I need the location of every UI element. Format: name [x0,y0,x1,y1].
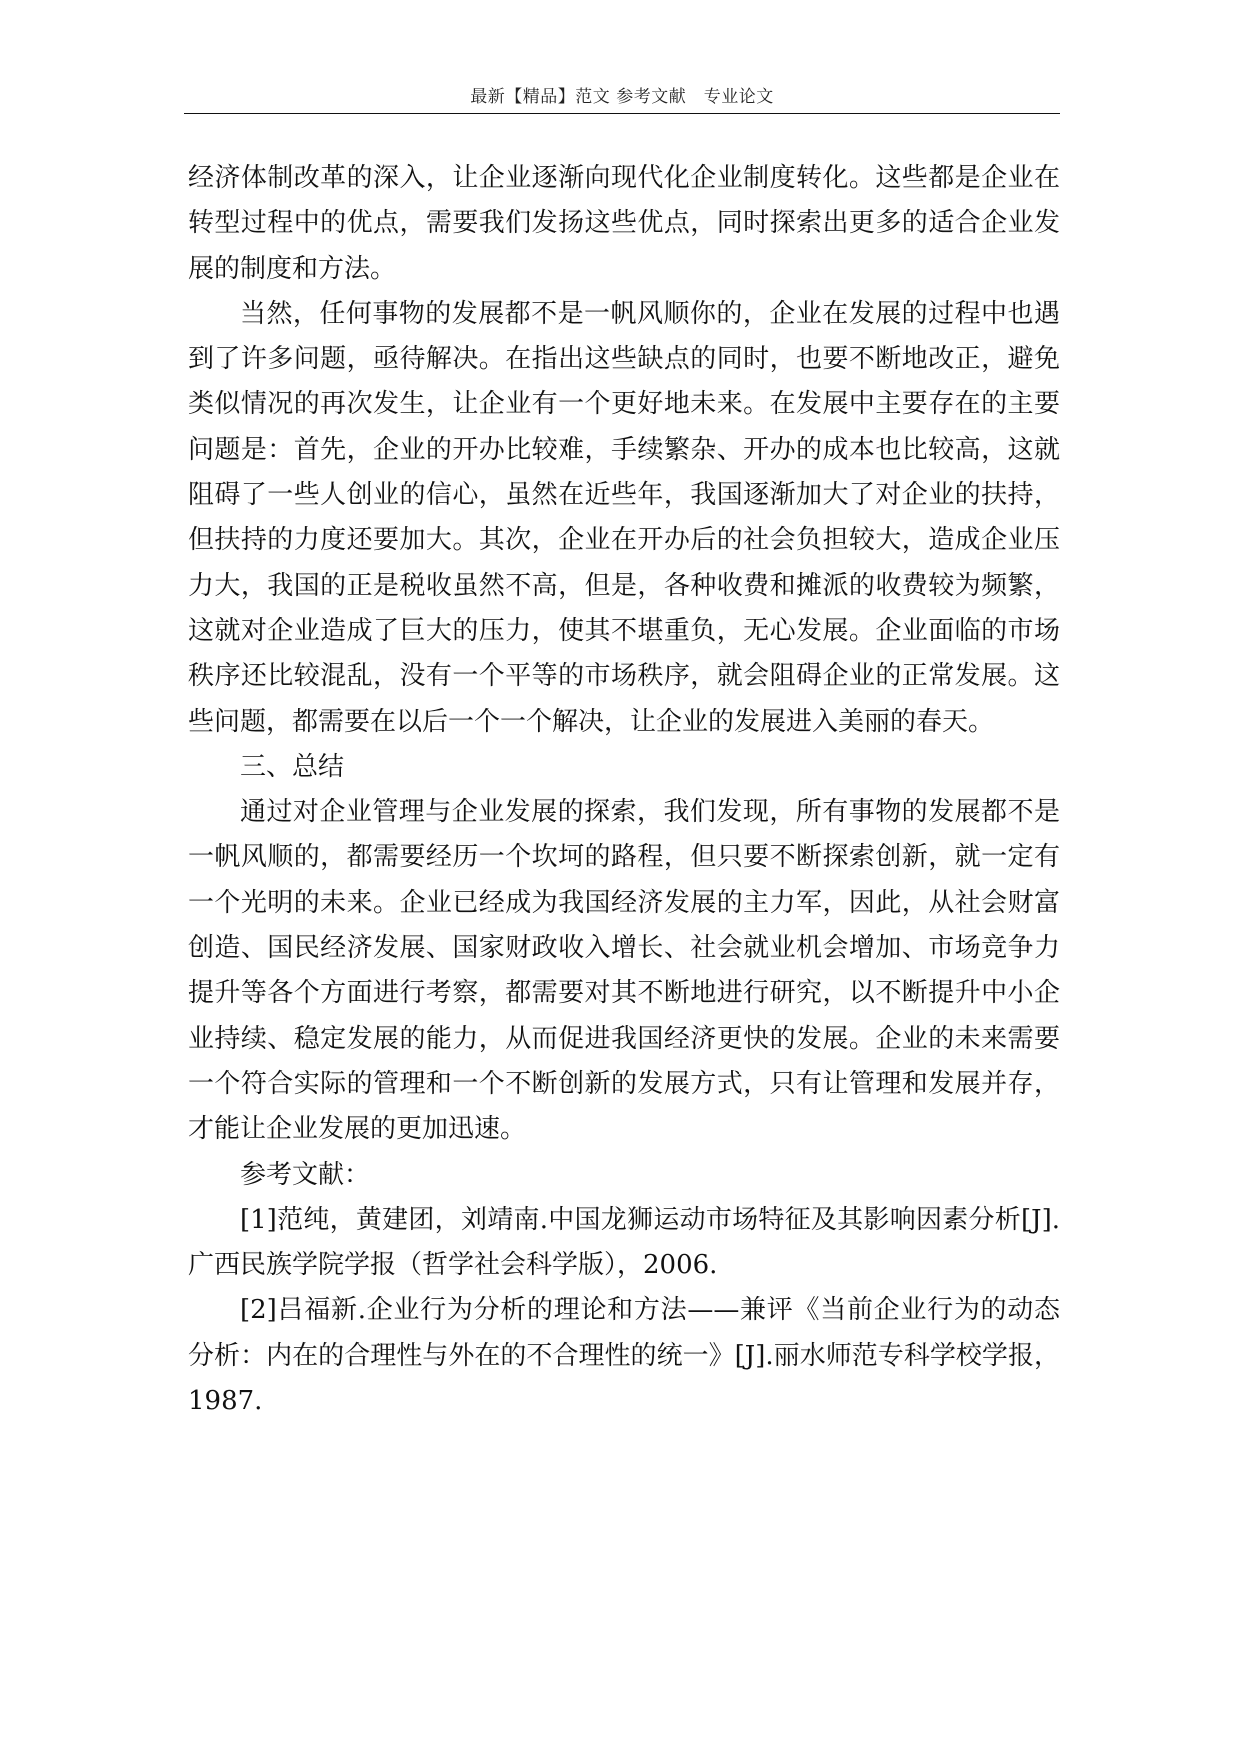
paragraph-intro: 经济体制改革的深入，让企业逐渐向现代化企业制度转化。这些都是企业在转型过程中的优点，需要我们发扬这些优点，同时探索出更多的适合企业发展的制度和方法。 [188,163,1060,284]
references-heading: 参考文献： [240,1159,371,1190]
reference-item-2: [2]吕福新.企业行为分析的理论和方法——兼评《当前企业行为的动态分析：内在的合理性与外在的不合理性的统一》[J].丽水师范专科学校学报，1987. [188,1295,1060,1417]
paragraph-summary: 通过对企业管理与企业发展的探索，我们发现，所有事物的发展都不是一帆风顺的，都需要经历一个坎坷的路程，但只要不断探索创新，就一定有一个光明的未来。企业已经成为我国经济发展的主力军，因此，从社会财富创造、国民经济发展、国家财政收入增长、社会就业机会增加、市场竞争力提升等各个方面进行考察，都需要对其不断地进行研究，以不断提升中小企业持续、稳定发展的能力，从而促进我国经济更快的发展。企业的未来需要一个符合实际的管理和一个不断创新的发展方式，只有让管理和发展并存，才能让企业发展的更加迅速。 [188,797,1060,1145]
section-heading-summary: 三、总结 [240,751,345,782]
page-header: 最新【精品】范文 参考文献 专业论文 [470,87,774,107]
body-text [188,156,1060,1424]
reference-item-1: [1]范纯，黄建团，刘靖南.中国龙狮运动市场特征及其影响因素分析[J].广西民族学院学报（哲学社会科学版），2006. [188,1204,1060,1281]
paragraph-problems: 当然，任何事物的发展都不是一帆风顺你的，企业在发展的过程中也遇到了许多问题，亟待解决。在指出这些缺点的同时，也要不断地改正，避免类似情况的再次发生，让企业有一个更好地未来。在发展中主要存在的主要问题是：首先，企业的开办比较难，手续繁杂、开办的成本也比较高，这就阻碍了一些人创业的信心，虽然在近些年，我国逐渐加大了对企业的扶持，但扶持的力度还要加大。其次，企业在开办后的社会负担较大，造成企业压力大，我国的正是税收虽然不高，但是，各种收费和摊派的收费较为频繁，这就对企业造成了巨大的压力，使其不堪重负，无心发展。企业面临的市场秩序还比较混乱，没有一个平等的市场秩序，就会阻碍企业的正常发展。这些问题，都需要在以后一个一个解决，让企业的发展进入美丽的春天。 [188,298,1060,737]
header-divider [184,113,1060,114]
